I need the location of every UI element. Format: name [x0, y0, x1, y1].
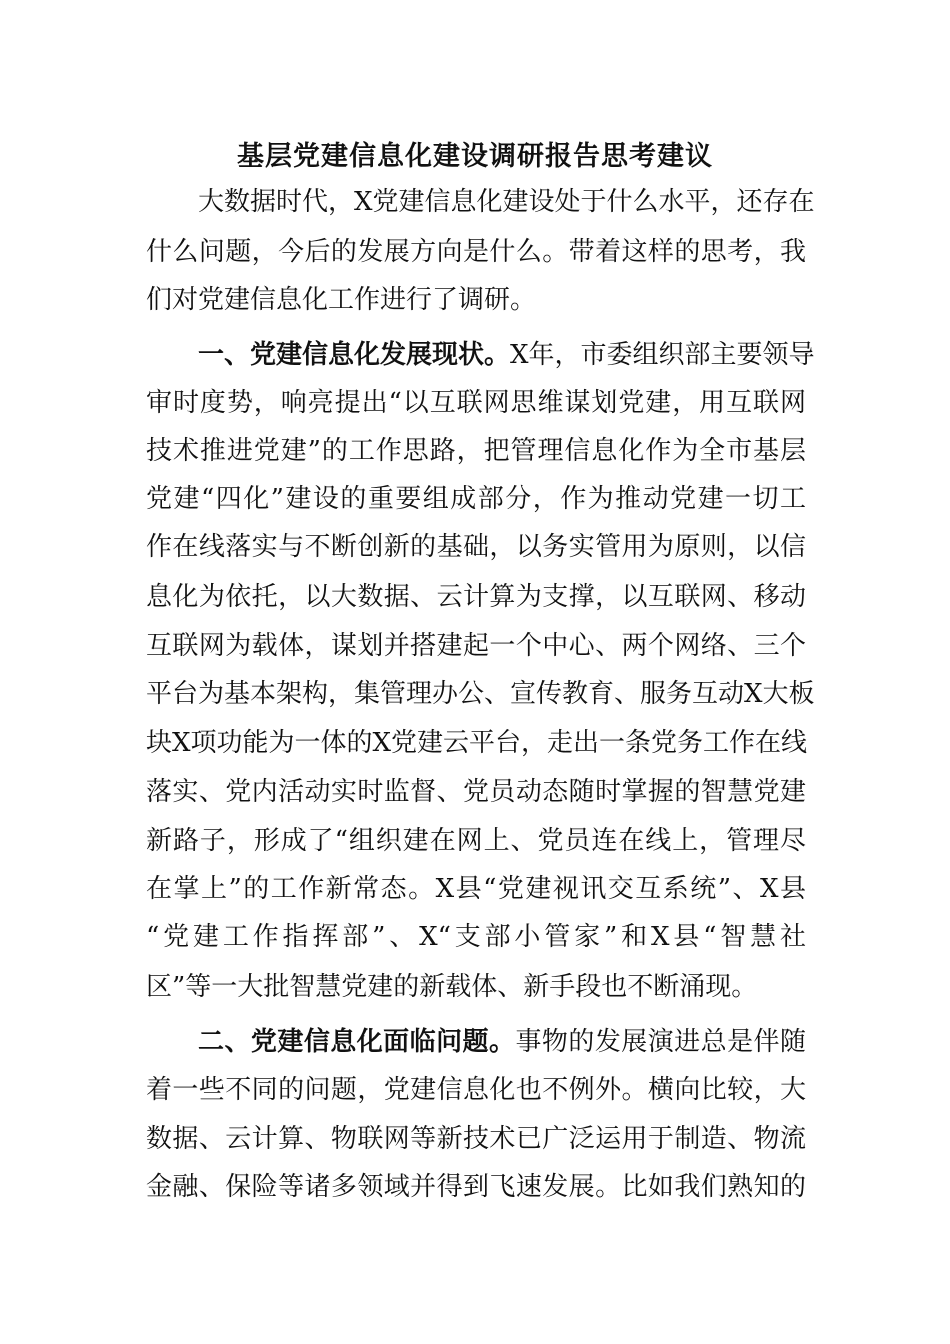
paragraph-line-text: X年，市委组织部主要领导 — [510, 340, 815, 370]
paragraph-line: 什么问题，今后的发展方向是什么。带着这样的思考，我 — [146, 237, 806, 267]
paragraph-line: “党建工作指挥部”、X“支部小管家”和X县“智慧社 — [146, 922, 806, 952]
paragraph-line: 技术推进党建”的工作思路，把管理信息化作为全市基层 — [146, 436, 806, 466]
paragraph-line: 着一些不同的问题，党建信息化也不例外。横向比较，大 — [146, 1075, 806, 1105]
paragraph-line: 新路子，形成了“组织建在网上、党员连在线上，管理尽 — [146, 826, 806, 856]
paragraph-line: 块X项功能为一体的X党建云平台，走出一条党务工作在线 — [146, 728, 808, 758]
paragraph-line-text: 事物的发展演进总是伴随 — [515, 1027, 806, 1057]
paragraph-first-line — [198, 1025, 806, 1059]
paragraph-line: 落实、党内活动实时监督、党员动态随时掌握的智慧党建 — [146, 777, 806, 807]
paragraph-line: 们对党建信息化工作进行了调研。 — [146, 285, 537, 315]
section-heading: 二、党建信息化面临问题。 — [198, 1027, 516, 1057]
paragraph-line: 作在线落实与不断创新的基础，以务实管用为原则，以信 — [146, 532, 806, 562]
paragraph-line: 区”等一大批智慧党建的新载体、新手段也不断涌现。 — [146, 972, 758, 1002]
paragraph-line: 在掌上”的工作新常态。X县“党建视讯交互系统”、X县 — [146, 874, 806, 904]
paragraph-line: 审时度势，响亮提出“以互联网思维谋划党建，用互联网 — [146, 388, 806, 418]
section-heading: 一、党建信息化发展现状。 — [198, 340, 511, 370]
paragraph-line: 数据、云计算、物联网等新技术已广泛运用于制造、物流 — [146, 1124, 806, 1154]
paragraph-line: 息化为依托，以大数据、云计算为支撑，以互联网、移动 — [146, 582, 806, 612]
document-title: 基层党建信息化建设调研报告思考建议 — [237, 141, 713, 172]
paragraph-line: 大数据时代，X党建信息化建设处于什么水平，还存在 — [198, 187, 815, 217]
paragraph-line: 金融、保险等诸多领域并得到飞速发展。比如我们熟知的 — [146, 1172, 806, 1202]
paragraph-first-line — [198, 338, 815, 372]
paragraph-line: 党建“四化”建设的重要组成部分，作为推动党建一切工 — [146, 484, 806, 514]
paragraph-line: 互联网为载体，谋划并搭建起一个中心、两个网络、三个 — [146, 631, 806, 661]
paragraph-line: 平台为基本架构，集管理办公、宣传教育、服务互动X大板 — [146, 679, 815, 709]
